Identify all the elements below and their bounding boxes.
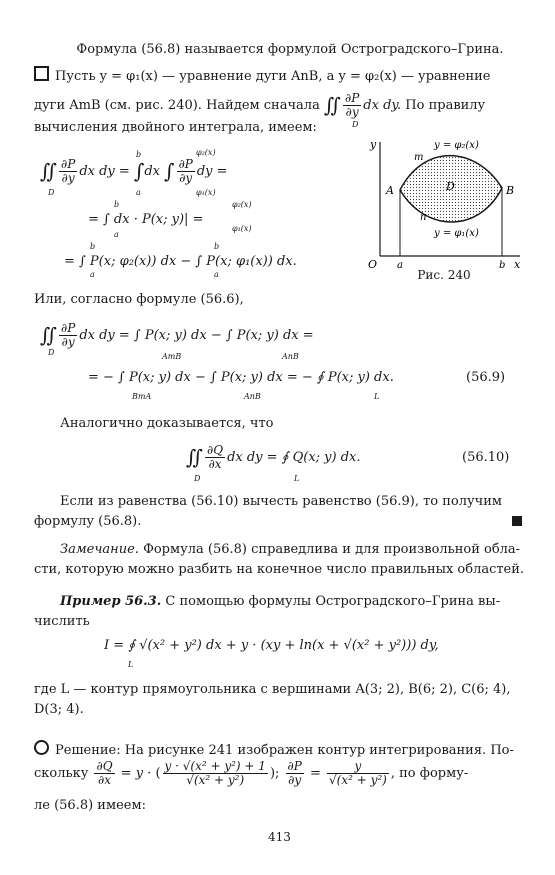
- text-line: формулу (56.8).: [34, 514, 142, 529]
- formula-row: ∬ $\frac{\partial P}{\partial y}$ dx dy = ∫dx ∫ $\frac{\partial P}{\partial y}$ dy =: [40, 157, 228, 185]
- text-line: числить: [34, 614, 90, 629]
- solution-start-icon: [34, 740, 49, 755]
- text-line: дуги AmB (см. рис. 240). Найдем сначала ∬ $\frac{\partial P}{\partial y}$ dx dy. По правилу: [34, 91, 486, 119]
- formula-row: = ∫ dx · P(x; y)| =: [88, 212, 204, 227]
- formula-row: скольку $\frac{\partial Q}{\partial x}$ = y · ( $\frac{\text{y · √(x² + y²) + 1}}{\text{√(x² + y²)}}$ ); $\frac{\partial P}{\partial y}$ = $\frac{y}{\text{√(x² + y²)}}$ , по форму-: [34, 759, 469, 787]
- svg-text:m: m: [414, 152, 424, 163]
- proof-end-icon: [512, 516, 522, 526]
- svg-text:y = φ₂(x): y = φ₂(x): [434, 140, 479, 151]
- formula-row: = ∫ P(x; φ₂(x)) dx − ∫ P(x; φ₁(x)) dx.: [64, 254, 297, 269]
- svg-text:n: n: [420, 212, 427, 223]
- text-line: сти, которую можно разбить на конечное число правильных областей.: [34, 562, 525, 577]
- svg-text:O: O: [368, 258, 378, 271]
- svg-text:y: y: [370, 138, 377, 151]
- equation-number: (56.9): [466, 370, 506, 385]
- example-heading: Пример 56.3. С помощью формулы Остроградского–Грина вы-: [60, 594, 501, 609]
- text-line: ле (56.8) имеем:: [34, 798, 146, 813]
- text-line: Пусть y = φ₁(x) — уравнение дуги AnB, а y = φ₂(x) — уравнение: [34, 66, 534, 86]
- svg-text:x: x: [514, 258, 521, 271]
- text-line: Аналогично доказывается, что: [60, 416, 274, 431]
- svg-text:A: A: [386, 184, 394, 197]
- svg-text:B: B: [506, 184, 515, 197]
- text-line: Или, согласно формуле (56.6),: [34, 292, 244, 307]
- solution: Решение: На рисунке 241 изображен контур интегрирования. По-: [34, 740, 534, 760]
- text-line: где L — контур прямоугольника с вершинами A(3; 2), B(6; 2), C(6; 4),: [34, 682, 511, 697]
- page-number: 413: [268, 830, 291, 844]
- partial-fraction: $\frac{\partial P}{\partial y}$: [345, 91, 360, 119]
- formula-row: ∬ $\frac{\partial P}{\partial y}$ dx dy = ∫ P(x; y) dx − ∫ P(x; y) dx =: [40, 321, 314, 349]
- svg-text:a: a: [397, 260, 403, 271]
- formula-row: = − ∫ P(x; y) dx − ∫ P(x; y) dx = − ∮ P(x; y) dx.: [88, 370, 394, 385]
- formula-row: I = ∮ √(x² + y²) dx + y · (xy + ln(x + √(x² + y²))) dy,: [104, 638, 439, 653]
- text-line: вычисления двойного интеграла, имеем:: [34, 120, 317, 135]
- figure-caption: Рис. 240: [417, 268, 471, 282]
- remark: Замечание. Формула (56.8) справедлива и для произвольной обла-: [60, 542, 521, 557]
- figure-240: [364, 138, 524, 288]
- svg-text:b: b: [499, 260, 506, 271]
- svg-text:D: D: [446, 180, 455, 193]
- text-line: Если из равенства (56.10) вычесть равенство (56.9), то получим: [60, 494, 503, 509]
- text-line: Формула (56.8) называется формулой Остроградского–Грина.: [76, 42, 504, 57]
- svg-text:y = φ₁(x): y = φ₁(x): [434, 228, 479, 239]
- text-line: D(3; 4).: [34, 702, 84, 717]
- equation-number: (56.10): [462, 450, 510, 465]
- formula-row: ∬ $\frac{\partial Q}{\partial x}$ dx dy = ∮ Q(x; y) dx.: [186, 443, 361, 471]
- proof-start-icon: [34, 66, 49, 81]
